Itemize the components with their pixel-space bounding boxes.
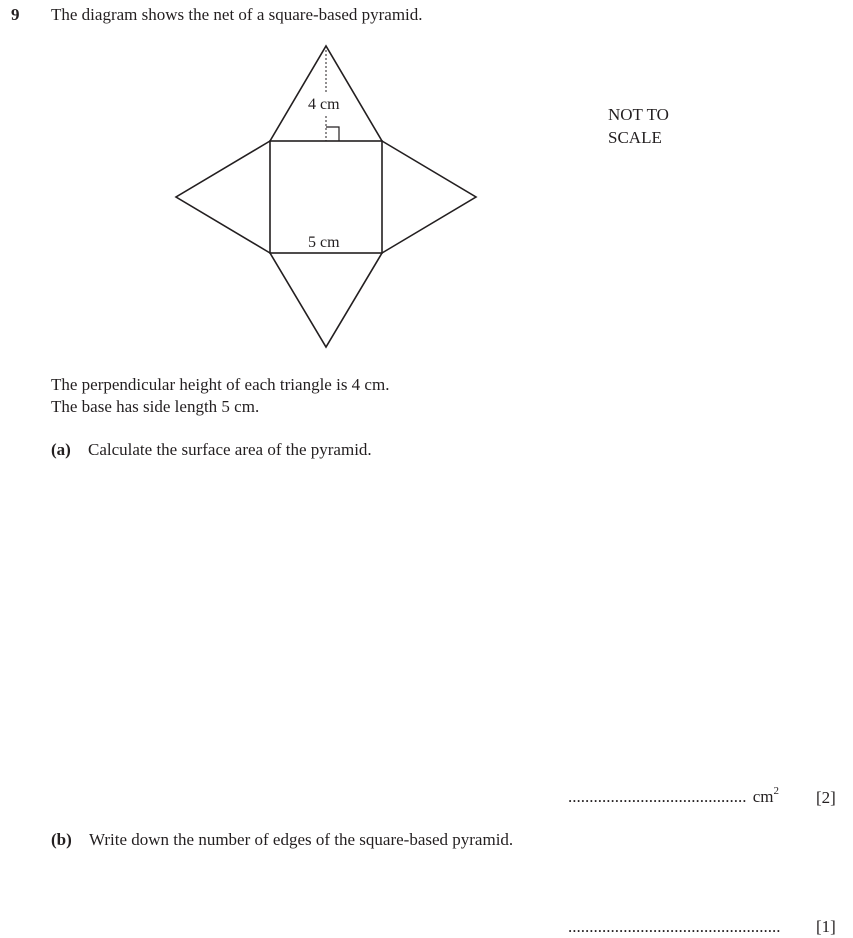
- info-line-1: The perpendicular height of each triangle is 4 cm.: [51, 375, 390, 394]
- part-b-answer-dots[interactable]: ..................................................: [568, 917, 781, 936]
- not-to-scale-note-line2: SCALE: [608, 128, 662, 147]
- part-a-answer-line[interactable]: [568, 785, 780, 806]
- part-a-unit-power: 2: [773, 785, 780, 797]
- part-a-answer-dots[interactable]: ..........................................: [568, 787, 747, 806]
- right-angle-marker: [326, 127, 339, 141]
- question-number: 9: [11, 5, 20, 24]
- part-b-marks: [1]: [816, 917, 836, 936]
- part-b-answer-line[interactable]: [568, 918, 781, 935]
- part-a-unit: cm: [752, 787, 774, 806]
- part-a-question: Calculate the surface area of the pyramid.: [88, 440, 372, 459]
- net-right-triangle: [382, 141, 476, 253]
- part-a-label: (a): [51, 440, 71, 459]
- net-left-triangle: [176, 141, 270, 253]
- side-label: 5 cm: [308, 234, 340, 251]
- part-a-marks: [2]: [816, 788, 836, 807]
- question-intro: The diagram shows the net of a square-based pyramid.: [51, 5, 423, 24]
- part-b-question: Write down the number of edges of the square-based pyramid.: [89, 830, 514, 849]
- not-to-scale-note-line1: NOT TO: [608, 105, 669, 124]
- part-b-label: (b): [51, 830, 72, 849]
- height-label: 4 cm: [308, 96, 340, 113]
- info-line-2: The base has side length 5 cm.: [51, 397, 260, 416]
- net-bottom-triangle: [270, 253, 382, 347]
- pyramid-net-diagram: [0, 0, 853, 370]
